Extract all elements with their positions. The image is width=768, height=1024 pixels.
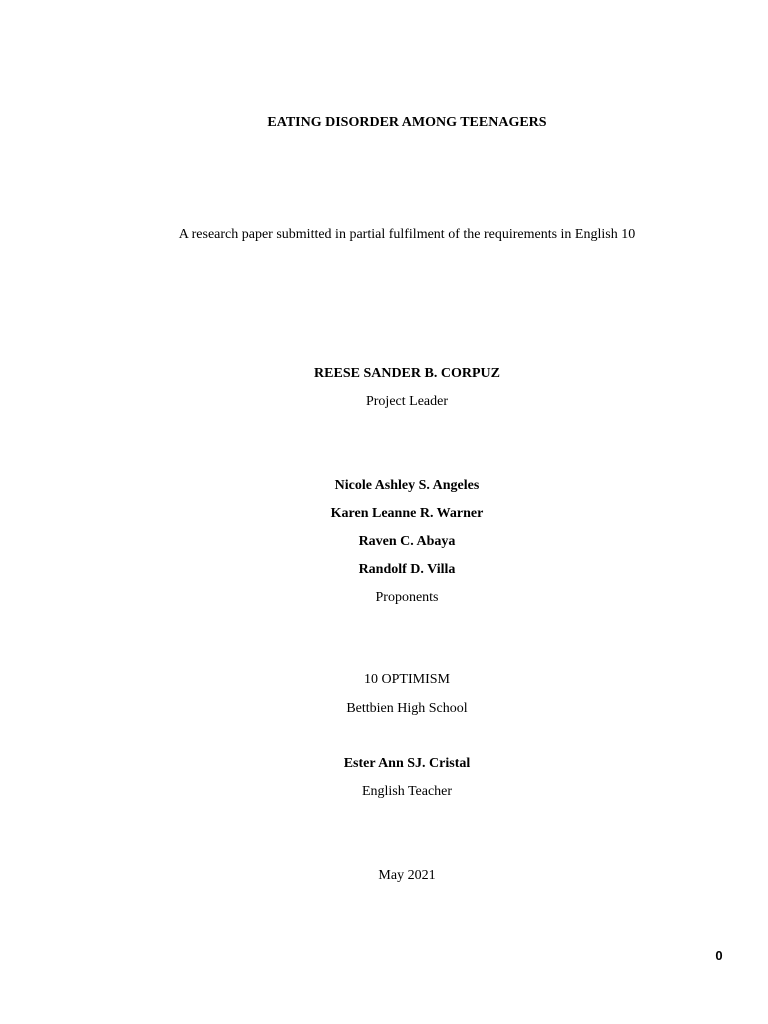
submission-date: May 2021 <box>378 868 436 883</box>
proponent-name: Randolf D. Villa <box>358 562 456 577</box>
section-name: 10 OPTIMISM <box>364 672 450 687</box>
proponents-role: Proponents <box>375 590 439 605</box>
teacher-name: Ester Ann SJ. Cristal <box>343 756 471 771</box>
page-number: 0 <box>715 948 723 963</box>
paper-subtitle: A research paper submitted in partial fulfilment of the requirements in English 10 <box>178 227 636 242</box>
proponent-name: Nicole Ashley S. Angeles <box>334 478 480 493</box>
paper-title: EATING DISORDER AMONG TEENAGERS <box>267 115 547 130</box>
proponent-name: Raven C. Abaya <box>358 534 456 549</box>
leader-role: Project Leader <box>365 394 448 409</box>
proponent-name: Karen Leanne R. Warner <box>330 506 484 521</box>
teacher-role: English Teacher <box>361 784 453 799</box>
leader-name: REESE SANDER B. CORPUZ <box>314 366 500 381</box>
school-name: Bettbien High School <box>346 701 468 716</box>
